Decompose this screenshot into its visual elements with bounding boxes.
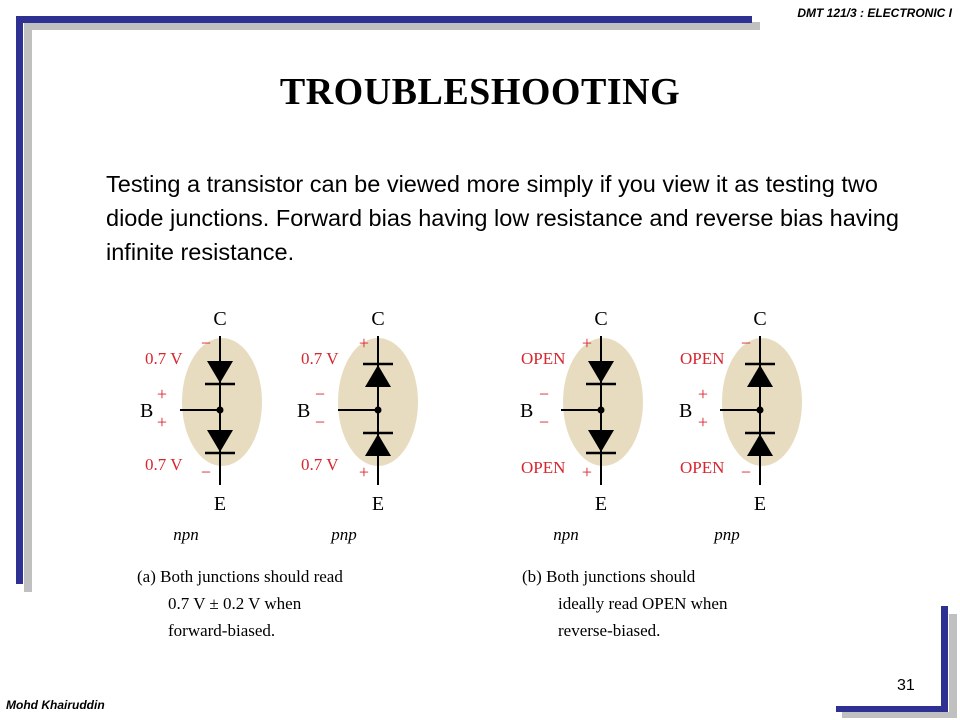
base-label: B: [297, 400, 311, 422]
sign-b-bottom: −: [314, 412, 326, 432]
caption-a: [137, 567, 343, 640]
sign-b-top: −: [538, 384, 550, 404]
base-label: B: [140, 400, 154, 422]
sign-c: +: [358, 333, 370, 353]
sign-b-top: −: [314, 384, 326, 404]
base-label: B: [520, 400, 534, 422]
sign-e: −: [200, 462, 212, 482]
type-label: pnp: [714, 525, 740, 544]
caption-a-line3: forward-biased.: [168, 621, 276, 640]
type-label: pnp: [331, 525, 357, 544]
collector-label: C: [213, 308, 227, 330]
caption-a-line1: (a) Both junctions should read: [137, 567, 343, 586]
bottom-reading: 0.7 V: [301, 455, 339, 474]
course-code: DMT 121/3 : ELECTRONIC I: [797, 6, 952, 20]
caption-a-line2: 0.7 V ± 0.2 V when: [168, 594, 302, 613]
sign-e: −: [740, 462, 752, 482]
base-label: B: [679, 400, 693, 422]
sign-c: +: [581, 333, 593, 353]
page-number: 31: [897, 677, 915, 694]
body-text: Testing a transistor can be viewed more simply if you view it as testing two diode junctions. Forward bias having low resistance and reverse bias having infinite resistance.: [106, 171, 899, 265]
sign-b-bottom: +: [697, 412, 709, 432]
bottom-reading: 0.7 V: [145, 455, 183, 474]
emitter-label: E: [594, 493, 608, 515]
top-reading: OPEN: [680, 349, 725, 368]
emitter-label: E: [753, 493, 767, 515]
transistor-pnp-reverse: [679, 308, 802, 544]
sign-c: −: [200, 333, 212, 353]
caption-b-line2: ideally read OPEN when: [558, 594, 728, 613]
type-label: npn: [553, 525, 579, 544]
caption-b-line1: (b) Both junctions should: [522, 567, 696, 586]
sign-e: +: [581, 462, 593, 482]
sign-e: +: [358, 462, 370, 482]
type-label: npn: [173, 525, 199, 544]
sign-b-bottom: −: [538, 412, 550, 432]
transistor-npn-reverse: [520, 308, 643, 544]
sign-b-top: +: [156, 384, 168, 404]
emitter-label: E: [213, 493, 227, 515]
caption-b: [522, 567, 728, 640]
collector-label: C: [753, 308, 767, 330]
sign-c: −: [740, 333, 752, 353]
author-name: Mohd Khairuddin: [6, 698, 105, 712]
transistor-pnp-forward: [297, 308, 418, 544]
transistor-npn-forward: [140, 308, 262, 544]
sign-b-top: +: [697, 384, 709, 404]
collector-label: C: [371, 308, 385, 330]
top-reading: OPEN: [521, 349, 566, 368]
emitter-label: E: [371, 493, 385, 515]
caption-b-line3: reverse-biased.: [558, 621, 661, 640]
top-reading: 0.7 V: [301, 349, 339, 368]
collector-label: C: [594, 308, 608, 330]
bottom-reading: OPEN: [680, 458, 725, 477]
top-reading: 0.7 V: [145, 349, 183, 368]
slide-title: TROUBLESHOOTING: [279, 71, 681, 113]
bottom-reading: OPEN: [521, 458, 566, 477]
sign-b-bottom: +: [156, 412, 168, 432]
